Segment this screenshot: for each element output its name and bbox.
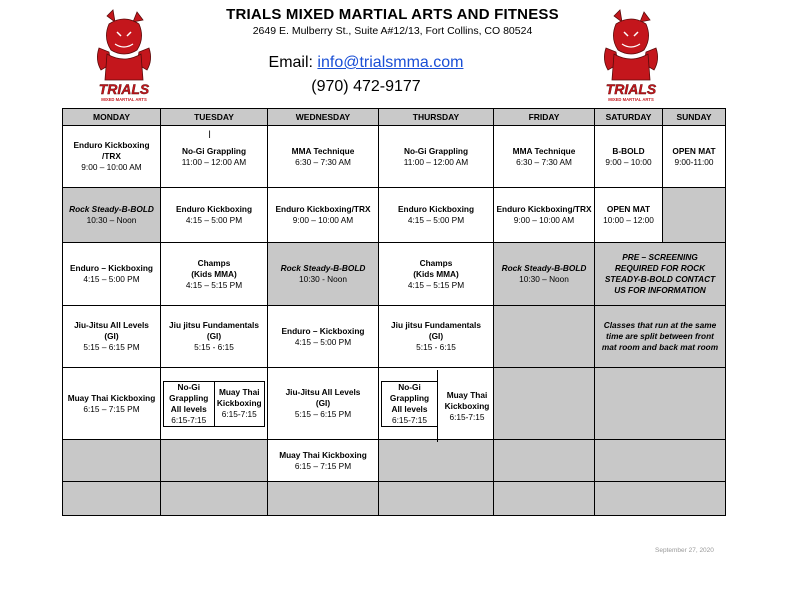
class-subtitle: (GI): [315, 398, 331, 408]
svg-text:TRIALS: TRIALS: [605, 81, 657, 97]
gym-title: TRIALS MIXED MARTIAL ARTS AND FITNESS: [226, 6, 559, 23]
class-time: 6:15-7:15: [171, 414, 207, 425]
empty-cell: [161, 440, 268, 482]
class-cell: [268, 243, 379, 306]
day-header: MONDAY: [63, 109, 161, 126]
class-cell: [268, 126, 379, 188]
empty-cell: [379, 482, 494, 516]
empty-cell: [63, 482, 161, 516]
gym-address: 2649 E. Mulberry St., Suite A#12/13, Fort Collins, CO 80524: [252, 25, 533, 37]
class-title: Muay Thai Kickboxing: [444, 389, 490, 411]
svg-text:MIXED MARTIAL ARTS: MIXED MARTIAL ARTS: [608, 97, 654, 102]
class-time: 5:15 - 6:15: [416, 342, 456, 352]
class-title: Enduro Kickboxing /TRX: [73, 140, 150, 161]
class-cell: [268, 306, 379, 368]
class-time: 5:15 – 6:15 PM: [83, 342, 140, 352]
day-header: TUESDAY: [161, 109, 268, 126]
note-text: Classes that run at the same time are split between front mat room and back mat room: [601, 320, 719, 352]
class-cell: [63, 126, 161, 188]
class-time: 4:15 – 5:15 PM: [407, 279, 465, 290]
class-time: 5:15 – 6:15 PM: [294, 409, 352, 419]
day-header-row: [63, 109, 726, 126]
schedule-row: [63, 188, 726, 243]
class-time: 10:30 – Noon: [519, 274, 569, 284]
class-time: 6:15 – 7:15 PM: [294, 460, 352, 471]
class-title: Muay Thai Kickboxing: [279, 449, 367, 460]
class-cell: [63, 368, 161, 440]
class-title: No-Gi Grappling: [403, 145, 469, 156]
class-title: Jiu-Jitsu All Levels: [285, 387, 361, 397]
day-header: FRIDAY: [494, 109, 595, 126]
class-title: No-Gi Grappling All levels: [169, 381, 209, 414]
class-cell: [379, 243, 494, 306]
email-line: [0, 54, 732, 72]
schedule-row: [63, 368, 726, 440]
class-time: 6:30 – 7:30 AM: [295, 156, 351, 167]
day-header: SUNDAY: [663, 109, 726, 126]
class-title: MMA Technique: [512, 145, 576, 156]
day-header: SATURDAY: [595, 109, 663, 126]
phone-number: (970) 472-9177: [311, 78, 421, 95]
class-cell: [164, 381, 215, 426]
class-time: 9:00 – 10:00: [605, 156, 652, 167]
class-time: 6:15-7:15: [391, 414, 428, 425]
note-text: PRE – SCREENING REQUIRED FOR ROCK STEADY-B-BOLD CONTACT US FOR INFORMATION: [604, 252, 716, 295]
prescreening-note: [595, 243, 726, 306]
empty-cell: [161, 482, 268, 516]
class-time: 5:15 - 6:15: [194, 342, 234, 352]
class-title: Enduro Kickboxing/TRX: [496, 204, 592, 214]
empty-cell: [595, 368, 726, 440]
class-title: Jiu jitsu Fundamentals: [169, 320, 259, 330]
schedule-row: [63, 243, 726, 306]
day-header: WEDNESDAY: [268, 109, 379, 126]
svg-text:MIXED MARTIAL ARTS: MIXED MARTIAL ARTS: [101, 97, 147, 102]
empty-cell: [494, 306, 595, 368]
class-subtitle: (Kids MMA): [191, 268, 237, 279]
class-cell: [268, 440, 379, 482]
class-cell: [63, 306, 161, 368]
empty-cell: [494, 440, 595, 482]
class-cell: [663, 126, 726, 188]
class-cell: [595, 188, 663, 243]
class-subtitle: (GI): [206, 331, 222, 341]
schedule-row: [63, 482, 726, 516]
class-title: MMA Technique: [291, 145, 355, 156]
class-title: Enduro Kickboxing: [397, 204, 475, 214]
empty-cell: [63, 440, 161, 482]
class-time: 4:15 – 5:15 PM: [185, 279, 243, 290]
class-cell: [161, 126, 268, 188]
class-time: 4:15 – 5:00 PM: [185, 215, 243, 225]
class-title: Champs: [197, 257, 231, 268]
class-subtitle: (Kids MMA): [413, 268, 459, 279]
class-time: 9:00 – 10:00 AM: [513, 215, 575, 225]
schedule-row: [63, 306, 726, 368]
text-cursor-icon: I: [208, 129, 212, 141]
empty-cell: [663, 188, 726, 243]
class-title: Muay Thai Kickboxing: [67, 392, 156, 403]
class-title: Enduro Kickboxing/TRX: [275, 204, 371, 214]
class-title: B-BOLD: [612, 145, 645, 156]
svg-text:TRIALS: TRIALS: [98, 81, 150, 97]
class-time: 4:15 – 5:00 PM: [294, 336, 352, 347]
empty-cell: [494, 368, 595, 440]
class-time: 11:00 – 12:00 AM: [181, 156, 247, 167]
class-cell: [494, 188, 595, 243]
class-title: Enduro Kickboxing: [175, 204, 253, 214]
empty-cell: [379, 440, 494, 482]
class-time: 4:15 – 5:00 PM: [407, 215, 465, 225]
class-cell: [494, 126, 595, 188]
class-cell: [379, 306, 494, 368]
class-cell: [379, 126, 494, 188]
class-subtitle: (GI): [428, 331, 444, 341]
schedule-row: [63, 126, 726, 188]
class-cell: [63, 188, 161, 243]
class-cell: [161, 306, 268, 368]
footer-date: September 27, 2020: [655, 547, 714, 554]
class-cell: [595, 126, 663, 188]
class-time: 4:15 – 5:00 PM: [83, 274, 140, 284]
class-time: 9:00-11:00: [674, 156, 714, 167]
schedule-row: [63, 440, 726, 482]
email-link[interactable]: info@trialsmma.com: [317, 54, 464, 71]
class-time: 9:00 – 10:00 AM: [292, 215, 354, 225]
empty-cell: [595, 482, 726, 516]
empty-cell: [595, 440, 726, 482]
class-title: No-Gi Grappling: [181, 145, 247, 156]
class-subtitle: (GI): [104, 331, 119, 341]
class-title: Muay Thai Kickboxing: [216, 387, 262, 408]
class-title: Jiu-Jitsu All Levels: [74, 320, 149, 330]
class-cell: [161, 188, 268, 243]
email-label: Email:: [268, 54, 318, 71]
class-cell: [437, 370, 496, 442]
class-time: 6:15-7:15: [449, 411, 485, 422]
split-rooms-note: [595, 306, 726, 368]
class-title: OPEN MAT: [672, 145, 716, 156]
class-title: Enduro – Kickboxing: [70, 263, 153, 273]
class-cell: [161, 243, 268, 306]
class-cell: [382, 381, 438, 426]
class-title: Champs: [419, 257, 453, 268]
class-cell: [268, 368, 379, 440]
class-cell: [494, 243, 595, 306]
class-cell: [63, 243, 161, 306]
class-title: No-Gi Grappling All levels: [389, 381, 430, 414]
class-title: Rock Steady-B-BOLD: [280, 263, 366, 273]
class-time: 10:30 - Noon: [299, 274, 347, 284]
class-time: 10:00 – 12:00: [603, 215, 654, 225]
day-header: THURSDAY: [379, 109, 494, 126]
class-title: Rock Steady-B-BOLD: [501, 263, 587, 273]
class-time: 6:15-7:15: [221, 409, 257, 419]
split-class-cell: [161, 368, 268, 440]
class-title: Jiu jitsu Fundamentals: [391, 320, 481, 330]
class-time: 6:30 – 7:30 AM: [516, 156, 572, 167]
schedule-table: [62, 108, 726, 516]
class-title: Enduro – Kickboxing: [281, 325, 365, 336]
empty-cell: [494, 482, 595, 516]
class-title: OPEN MAT: [606, 204, 651, 214]
class-cell: [268, 188, 379, 243]
class-time: 10:30 – Noon: [86, 215, 137, 225]
class-time: 6:15 – 7:15 PM: [83, 403, 140, 414]
empty-cell: [268, 482, 379, 516]
class-time: 9:00 – 10:00 AM: [81, 162, 142, 172]
class-title: Rock Steady-B-BOLD: [69, 204, 154, 214]
class-cell: [214, 381, 265, 426]
class-time: 11:00 – 12:00 AM: [403, 156, 469, 167]
class-cell: [379, 188, 494, 243]
